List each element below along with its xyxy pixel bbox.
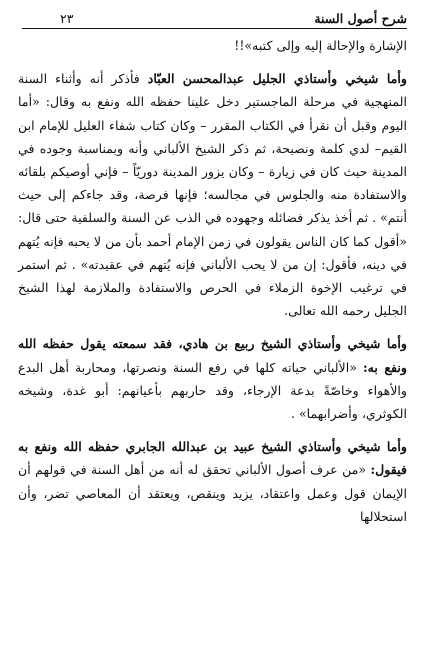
body-text	[18, 34, 407, 528]
paragraph-abbad	[18, 67, 407, 322]
paragraph-text: «الألباني حياته كلها في رفع السنة ونصرتها، ومحاربة أهل البدع والأهواء وخاصّةً بدعة الإرجاء، وقد حاربهم بأعيانهم: أبو غدة، وشيخه الكوثري، وأضرابهما» .	[18, 359, 407, 422]
paragraph-text: «من عرف أصول الألباني تحقق له أنه من أهل السنة في قولهم أن الإيمان قول وعمل واعتقاد، يزيد وينقص، ويعتقد أن المعاصي تضر، وأن استحلالها	[18, 462, 407, 524]
paragraph-continuation	[18, 34, 407, 57]
paragraph-jabiri	[18, 435, 407, 528]
running-title: شرح أصول السنة	[314, 11, 407, 26]
paragraph-lead: وأما شيخي وأستاذي الشيخ ربيع بن هادي، فقد سمعته يقول حفظه الله ونفع به:	[18, 336, 407, 375]
paragraph-lead: وأما شيخي وأستاذي الشيخ عبيد بن عبدالله الجابري حفظه الله ونفع به فيقول:	[18, 439, 407, 478]
page-header	[22, 6, 407, 29]
paragraph-rabee	[18, 332, 407, 425]
paragraph-text: الإشارة والإحالة إليه وإلى كتبه»!!	[234, 38, 407, 53]
paragraph-lead: وأما شيخي وأستاذي الجليل عبدالمحسن العبّاد	[147, 71, 407, 87]
paragraph-text: فأذكر أنه وأثناء السنة المنهجية في مرحلة الماجستير دخل علينا حفظه الله ونفع به وقال: «أما اليوم وقبل أن نقرأ في الكتاب المقرر – وكان كتاب شفاء العليل للإمام ابن القيم– لدي كلمة ونصيحة، ثم ذكر الشيخ الألباني وأنه وبمناسبة وجوده في المدينة حيث كان في زيارة – وكان يزور المدينة دوريّاً – فإني أوصيكم بلقائه والاستفادة منه والجلوس في مجالسه؛ فإنها فرصة، وقد جاءكم إلى حيث أنتم» . ثم أخذ يذكر فضائله وجهوده في الذب عن السنة والسلفية حتى قال: «أقول كما كان الناس يقولون في زمن الإمام أحمد بأن من لا يحبه فإنه يُتهم في دينه، فأقول: إن من لا يحب الألباني فإنه يُتهم في عقيدته» . ثم استمر في ترغيب الإخوة الزملاء في الحرص والاستفادة والملازمة لهذا الشيخ الجليل رحمه الله تعالى.	[18, 71, 407, 319]
page-number: ٢٣	[60, 11, 74, 26]
